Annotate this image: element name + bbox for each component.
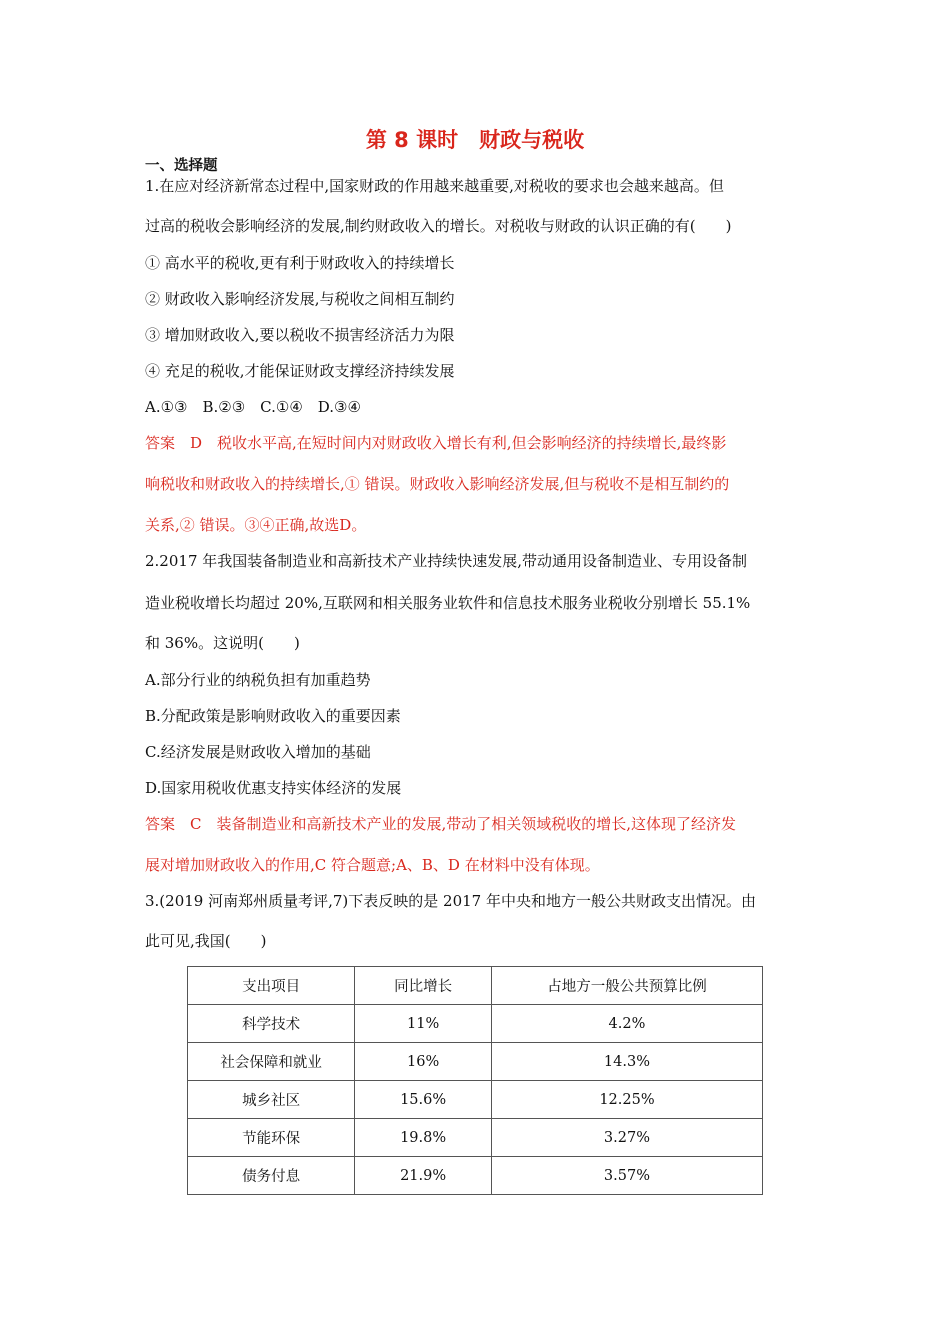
table-cell: 14.3% [491,1043,762,1081]
q1-stem-line-2: 过高的税收会影响经济的发展,制约财政收入的增长。对税收与财政的认识正确的有( ) [145,217,732,235]
q2-option-d: D.国家用税收优惠支持实体经济的发展 [145,779,402,797]
table-cell: 21.9% [355,1157,492,1195]
table-row [188,1119,763,1157]
q2-stem-line-1: 2.2017 年我国装备制造业和高新技术产业持续快速发展,带动通用设备制造业、专用设备制 [145,552,748,570]
table-cell: 12.25% [491,1081,762,1119]
q1-answer-line-1: 答案 D 税收水平高,在短时间内对财政收入增长有利,但会影响经济的持续增长,最终影 [145,434,727,452]
q2-answer-line-2: 展对增加财政收入的作用,C 符合题意;A、B、D 在材料中没有体现。 [145,856,600,874]
q2-stem-line-3: 和 36%。这说明( ) [145,634,300,652]
table-cell: 16% [355,1043,492,1081]
section-heading: 一、选择题 [145,158,218,174]
table-cell: 社会保障和就业 [188,1043,355,1081]
table-row [188,1043,763,1081]
table-cell: 3.57% [491,1157,762,1195]
table-cell: 债务付息 [188,1157,355,1195]
q1-option-1: ① 高水平的税收,更有利于财政收入的持续增长 [145,254,455,272]
page-title: 第 8 课时 财政与税收 [365,128,585,152]
q1-answer-line-3: 关系,② 错误。③④正确,故选D。 [145,516,367,534]
q3-stem-line-2: 此可见,我国( ) [145,932,267,950]
q1-stem-line-1: 1.在应对经济新常态过程中,国家财政的作用越来越重要,对税收的要求也会越来越高。但 [145,177,724,195]
q2-stem-line-2: 造业税收增长均超过 20%,互联网和相关服务业软件和信息技术服务业税收分别增长 55.1% [145,594,751,612]
q2-option-c: C.经济发展是财政收入增加的基础 [145,743,371,761]
q1-answer-line-2: 响税收和财政收入的持续增长,① 错误。财政收入影响经济发展,但与税收不是相互制约的 [145,475,730,493]
table-cell: 19.8% [355,1119,492,1157]
table-cell: 11% [355,1005,492,1043]
table-cell: 4.2% [491,1005,762,1043]
table-cell: 节能环保 [188,1119,355,1157]
expenditure-table [187,966,763,1195]
table-header-cell: 占地方一般公共预算比例 [491,967,762,1005]
table-header-row [188,967,763,1005]
table-header-cell: 支出项目 [188,967,355,1005]
q2-option-b: B.分配政策是影响财政收入的重要因素 [145,707,401,725]
q3-stem-line-1: 3.(2019 河南郑州质量考评,7)下表反映的是 2017 年中央和地方一般公共财政支出情况。由 [145,892,756,910]
table-cell: 3.27% [491,1119,762,1157]
q2-option-a: A.部分行业的纳税负担有加重趋势 [145,671,371,689]
table-cell: 科学技术 [188,1005,355,1043]
q1-option-4: ④ 充足的税收,才能保证财政支撑经济持续发展 [145,362,455,380]
table-cell: 城乡社区 [188,1081,355,1119]
table-cell: 15.6% [355,1081,492,1119]
q2-answer-line-1: 答案 C 装备制造业和高新技术产业的发展,带动了相关领域税收的增长,这体现了经济发 [145,815,737,833]
table-header-cell: 同比增长 [355,967,492,1005]
q1-choices: A.①③ B.②③ C.①④ D.③④ [145,398,361,416]
table-row [188,1157,763,1195]
table-row [188,1081,763,1119]
q1-option-2: ② 财政收入影响经济发展,与税收之间相互制约 [145,290,455,308]
table-row [188,1005,763,1043]
q1-option-3: ③ 增加财政收入,要以税收不损害经济活力为限 [145,326,455,344]
